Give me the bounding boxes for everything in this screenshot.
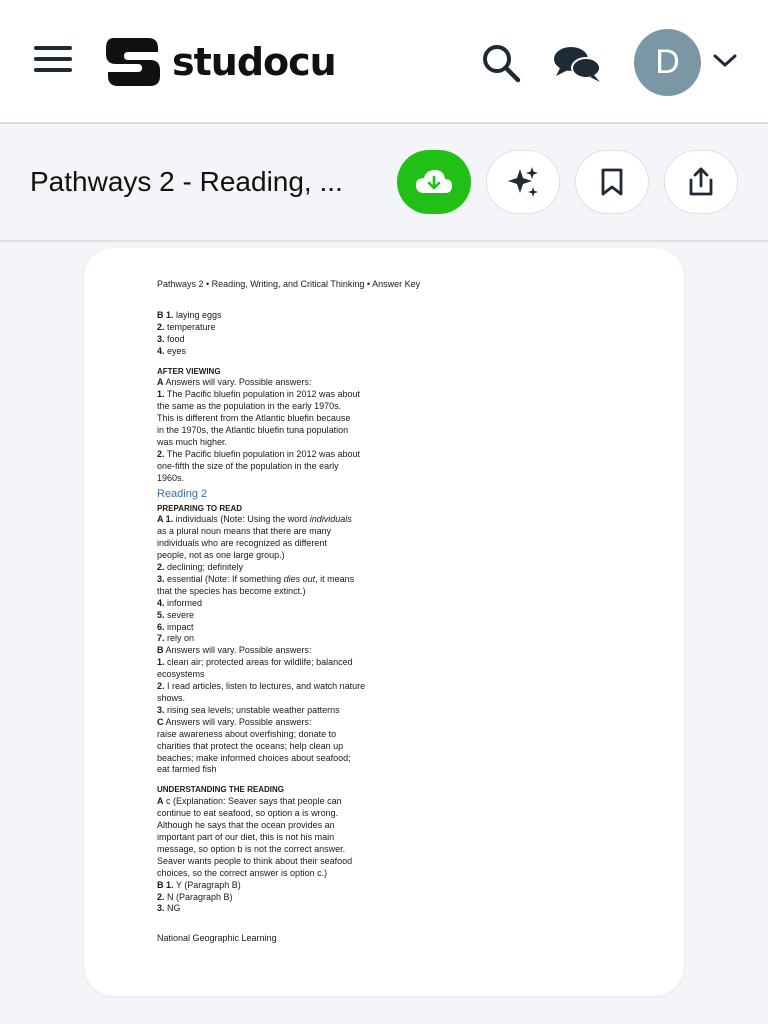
doc-line (157, 844, 457, 856)
line-text: I read articles, listen to lectures, and watch nature (164, 681, 366, 692)
line-text: one-fifth the size of the population in the early (157, 460, 339, 471)
doc-line (157, 796, 457, 808)
doc-line (157, 550, 457, 562)
doc-line (157, 880, 457, 892)
line-number: 2. (157, 562, 165, 573)
doc-line (157, 610, 457, 622)
doc-line (157, 473, 457, 485)
user-avatar[interactable]: D (634, 29, 701, 96)
line-text: eat farmed fish (157, 764, 217, 775)
doc-line (157, 586, 457, 598)
line-number: 7. (157, 633, 165, 644)
line-text: c (Explanation: Seaver says that people can (163, 796, 342, 807)
doc-line (157, 413, 457, 425)
line-text: rising sea levels; unstable weather patterns (164, 704, 340, 715)
document-footer: National Geographic Learning (157, 933, 277, 944)
sparkles-icon (506, 165, 540, 199)
doc-line (157, 892, 457, 904)
doc-line (157, 322, 457, 334)
line-number: 2. (157, 681, 165, 692)
doc-line (157, 717, 457, 729)
document-page (84, 248, 684, 996)
doc-line (157, 868, 457, 880)
document-title: Pathways 2 - Reading, ... (30, 166, 343, 197)
doc-line (157, 729, 457, 741)
doc-line (157, 425, 457, 437)
line-text: was much higher. (157, 436, 228, 447)
line-number: A 1. (157, 514, 174, 525)
line-number: 5. (157, 609, 165, 620)
line-text: Answers will vary. Possible answers: (163, 716, 312, 727)
line-text: essential (Note: If something (164, 573, 284, 584)
line-text: clean air; protected areas for wildlife; balanced (164, 657, 353, 668)
line-tail: , it means (315, 573, 355, 584)
line-text: ecosystems (157, 669, 205, 680)
line-text: people, not as one large group.) (157, 550, 285, 561)
doc-line (157, 334, 457, 346)
line-text: message, so option b is not the correct answer. (157, 843, 346, 854)
bookmark-button[interactable] (575, 150, 649, 214)
line-text: as a plural noun means that there are many (157, 526, 332, 537)
line-number: 3. (157, 333, 165, 344)
chat-icon[interactable] (552, 44, 604, 84)
line-number: 1. (157, 657, 165, 668)
doc-line (157, 622, 457, 634)
document-header: Pathways 2 • Reading, Writing, and Critical Thinking • Answer Key (157, 279, 421, 289)
doc-line (157, 562, 457, 574)
line-text: choices, so the correct answer is option c.) (157, 867, 328, 878)
line-number: 6. (157, 621, 165, 632)
line-number: 3. (157, 573, 165, 584)
line-text: impact (164, 621, 194, 632)
hamburger-menu-icon[interactable] (34, 46, 72, 78)
line-text: that the species has become extinct.) (157, 585, 306, 596)
b-answer-list (157, 310, 457, 358)
line-text: Answers will vary. Possible answers: (163, 377, 312, 388)
doc-line (157, 461, 457, 473)
line-text: eyes (164, 345, 187, 356)
line-text: declining; definitely (164, 562, 244, 573)
doc-line (157, 377, 457, 389)
doc-line (157, 514, 457, 526)
logo-text: studocu (172, 40, 336, 84)
doc-line (157, 657, 457, 669)
line-text: The Pacific bluefin population in 2012 was about (164, 448, 360, 459)
doc-line (157, 633, 457, 645)
doc-line (157, 856, 457, 868)
doc-line (157, 645, 457, 657)
line-text: N (Paragraph B) (164, 891, 233, 902)
cloud-download-icon (414, 167, 454, 197)
line-number: B 1. (157, 309, 174, 320)
line-text: raise awareness about overfishing; donate to (157, 728, 337, 739)
doc-line (157, 538, 457, 550)
line-number: 2. (157, 448, 165, 459)
understanding-list (157, 796, 457, 915)
line-text: NG (164, 903, 181, 914)
share-icon (686, 166, 716, 198)
line-text: continue to eat seafood, so option a is wrong. (157, 808, 339, 819)
line-emphasis: individuals (309, 514, 352, 525)
doc-line (157, 389, 457, 401)
section-understanding: UNDERSTANDING THE READING (157, 785, 284, 795)
download-button[interactable] (397, 150, 471, 214)
line-text: laying eggs (173, 309, 222, 320)
reading-2-heading: Reading 2 (157, 487, 208, 500)
ai-assistant-button[interactable] (486, 150, 560, 214)
document-content (157, 279, 457, 945)
doc-line (157, 681, 457, 693)
line-text: Although he says that the ocean provides an (157, 820, 335, 831)
doc-line (157, 693, 457, 705)
studocu-logo[interactable] (104, 36, 336, 88)
line-text: in the 1970s, the Atlantic bluefin tuna population (157, 425, 349, 436)
line-text: Y (Paragraph B) (173, 879, 241, 890)
doc-line (157, 903, 457, 915)
bookmark-icon (599, 167, 625, 197)
doc-line (157, 808, 457, 820)
line-number: 1. (157, 389, 165, 400)
search-icon[interactable] (480, 42, 522, 84)
doc-line (157, 753, 457, 765)
doc-line (157, 574, 457, 586)
doc-line (157, 526, 457, 538)
line-text: charities that protect the oceans; help clean up (157, 740, 344, 751)
line-number: A (157, 377, 164, 388)
line-number: 3. (157, 704, 165, 715)
doc-line (157, 437, 457, 449)
doc-line (157, 598, 457, 610)
doc-line (157, 310, 457, 322)
line-text: informed (164, 597, 203, 608)
line-text: beaches; make informed choices about seafood; (157, 752, 351, 763)
line-text: shows. (157, 693, 186, 703)
line-number: B 1. (157, 879, 174, 890)
line-text: rely on (164, 633, 195, 644)
line-text: the same as the population in the early 1970s. (157, 401, 342, 412)
line-text: food (164, 333, 185, 344)
line-text: Answers will vary. Possible answers: (163, 645, 312, 656)
line-number: 3. (157, 903, 165, 914)
line-number: C (157, 716, 164, 727)
line-text: temperature (164, 321, 216, 332)
doc-line (157, 449, 457, 461)
doc-line (157, 346, 457, 358)
top-navbar (0, 0, 768, 124)
after-viewing-list (157, 377, 457, 484)
line-text: individuals (Note: Using the word (173, 514, 310, 525)
doc-line (157, 705, 457, 717)
line-number: 4. (157, 597, 165, 608)
line-number: A (157, 796, 164, 807)
line-text: This is different from the Atlantic bluefin because (157, 413, 351, 424)
line-text: individuals who are recognized as different (157, 538, 327, 549)
doc-line (157, 669, 457, 681)
doc-line (157, 832, 457, 844)
line-number: B (157, 645, 164, 656)
line-text: severe (164, 609, 195, 620)
section-after-viewing: AFTER VIEWING (157, 366, 221, 376)
line-number: 2. (157, 891, 165, 902)
preparing-list (157, 514, 457, 776)
line-emphasis: dies out (283, 573, 316, 584)
line-number: 2. (157, 321, 165, 332)
doc-line (157, 820, 457, 832)
chevron-down-icon[interactable] (712, 52, 738, 70)
line-text: important part of our diet, this is not his main (157, 831, 335, 842)
doc-line (157, 764, 457, 776)
studocu-logo-mark-icon (104, 36, 162, 88)
line-text: The Pacific bluefin population in 2012 was about (164, 389, 360, 400)
document-toolbar (0, 124, 768, 242)
doc-line (157, 401, 457, 413)
line-text: Seaver wants people to think about their seafood (157, 855, 353, 866)
section-preparing-to-read: PREPARING TO READ (157, 503, 243, 513)
line-text: 1960s. (157, 472, 185, 483)
line-number: 4. (157, 345, 165, 356)
share-button[interactable] (664, 150, 738, 214)
doc-line (157, 741, 457, 753)
